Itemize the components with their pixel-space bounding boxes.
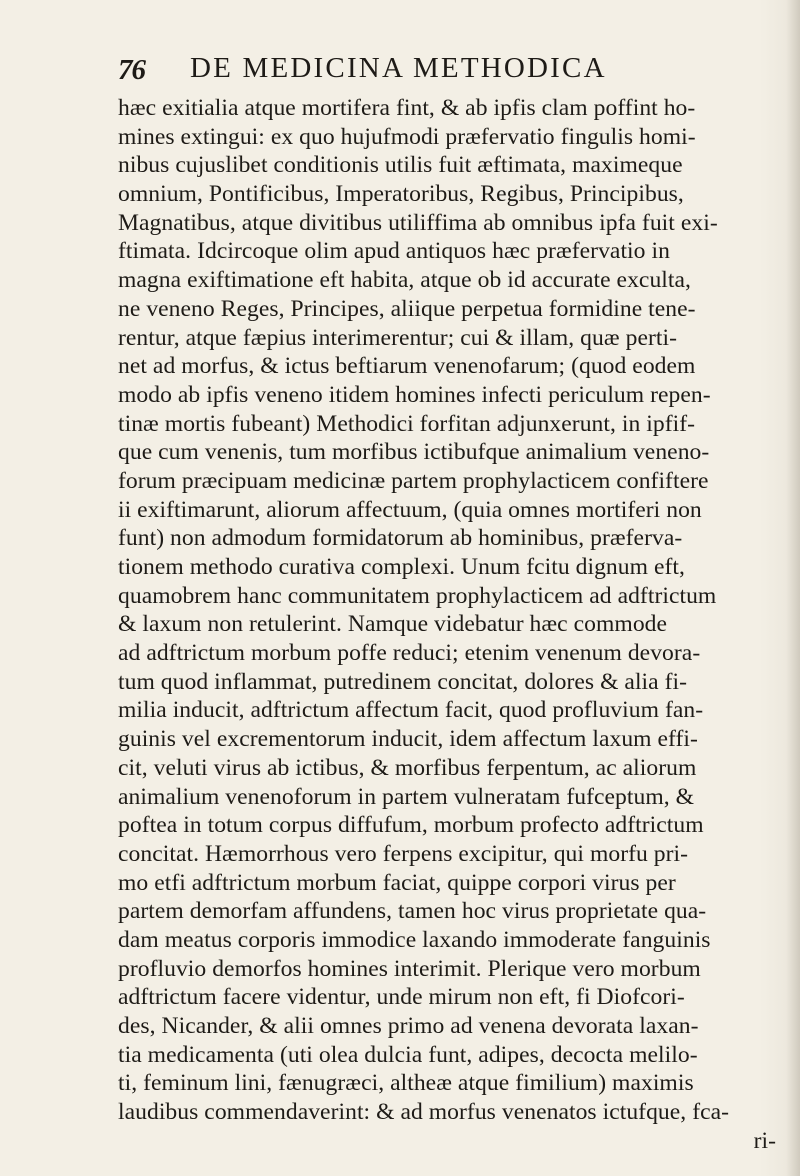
text-line: ii exiftimarunt, aliorum affectuum, (quia omnes mortiferi non [118,496,702,523]
text-line: omnium, Pontificibus, Imperatoribus, Regibus, Principibus, [118,181,684,208]
text-line: animalium venenoforum in partem vulneratam fufceptum, & [118,783,695,810]
text-line: ti, feminum lini, fænugræci, altheæ atque fimilium) maximis [118,1070,694,1097]
text-line: guinis vel excrementorum inducit, idem affectum laxum effi- [118,726,698,753]
text-line: net ad morfus, & ictus beftiarum venenofarum; (quod eodem [118,353,696,380]
text-line: tia medicamenta (uti olea dulcia funt, adipes, decocta melilo- [118,1041,698,1068]
text-line: cit, veluti virus ab ictibus, & morfibus ferpentum, ac aliorum [118,754,697,781]
text-line: rentur, atque fæpius interimerentur; cui & illam, quæ perti- [118,324,677,351]
text-line: forum præcipuam medicinæ partem prophylacticem confiftere [118,467,709,494]
body-text [118,94,798,1155]
text-line: quamobrem hanc communitatem prophylacticem ad adftrictum [118,582,717,609]
text-line: & laxum non retulerint. Namque videbatur hæc commode [118,611,668,638]
text-line: profluvio demorfos homines interimit. Plerique vero morbum [118,955,701,982]
text-line: funt) non admodum formidatorum ab hominibus, præferva- [118,525,683,552]
text-line: laudibus commendaverint: & ad morfus venenatos ictufque, fca- [118,1099,730,1126]
text-line: tum quod inflammat, putredinem concitat, dolores & alia fi- [118,668,688,695]
text-line: tinæ mortis fubeant) Methodici forfitan adjunxerunt, in ipfif- [118,410,696,437]
text-line: milia inducit, adftrictum affectum facit, quod profluvium fan- [118,697,704,724]
text-line: ftimata. Idcircoque olim apud antiquos hæc præfervatio in [118,238,670,265]
page-header [118,48,738,88]
text-line: que cum venenis, tum morfibus ictibufque animalium veneno- [118,439,710,466]
text-line: ne veneno Reges, Principes, aliique perpetua formidine tene- [118,295,696,322]
text-line: nibus cujuslibet conditionis utilis fuit æftimata, maximeque [118,152,683,179]
text-line: partem demorfam affundens, tamen hoc virus proprietate qua- [118,898,707,925]
catchword: ri- [753,1127,776,1154]
text-line: mo etfi adftrictum morbum faciat, quippe corpori virus per [118,869,676,896]
text-line: mines extingui: ex quo hujufmodi præfervatio fingulis homi- [118,123,696,150]
text-line: des, Nicander, & alii omnes primo ad venena devorata laxan- [118,1013,699,1039]
page-number: 76 [118,54,145,86]
text-line: hæc exitialia atque mortifera fint, & ab ipfis clam poffint ho- [118,95,696,121]
text-line: ad adftrictum morbum poffe reduci; etenim venenum devora- [118,640,701,667]
text-line: Magnatibus, atque divitibus utiliffima ab omnibus ipfa fuit exi- [118,209,718,236]
text-line: dam meatus corporis immodice laxando immoderate fanguinis [118,926,711,953]
text-line: concitat. Hæmorrhous vero ferpens excipitur, qui morfu pri- [118,840,689,867]
text-line: adftrictum facere videntur, unde mirum non eft, fi Diofcori- [118,984,685,1011]
text-line: poftea in totum corpus diffufum, morbum profecto adftrictum [118,812,704,839]
text-line: magna exiftimatione eft habita, atque ob id accurate exculta, [118,267,691,294]
text-line: tionem methodo curativa complexi. Unum fcitu dignum eft, [118,554,685,580]
running-head: DE MEDICINA METHODICA [190,52,607,84]
text-line: modo ab ipfis veneno itidem homines infecti periculum repen- [118,381,711,408]
